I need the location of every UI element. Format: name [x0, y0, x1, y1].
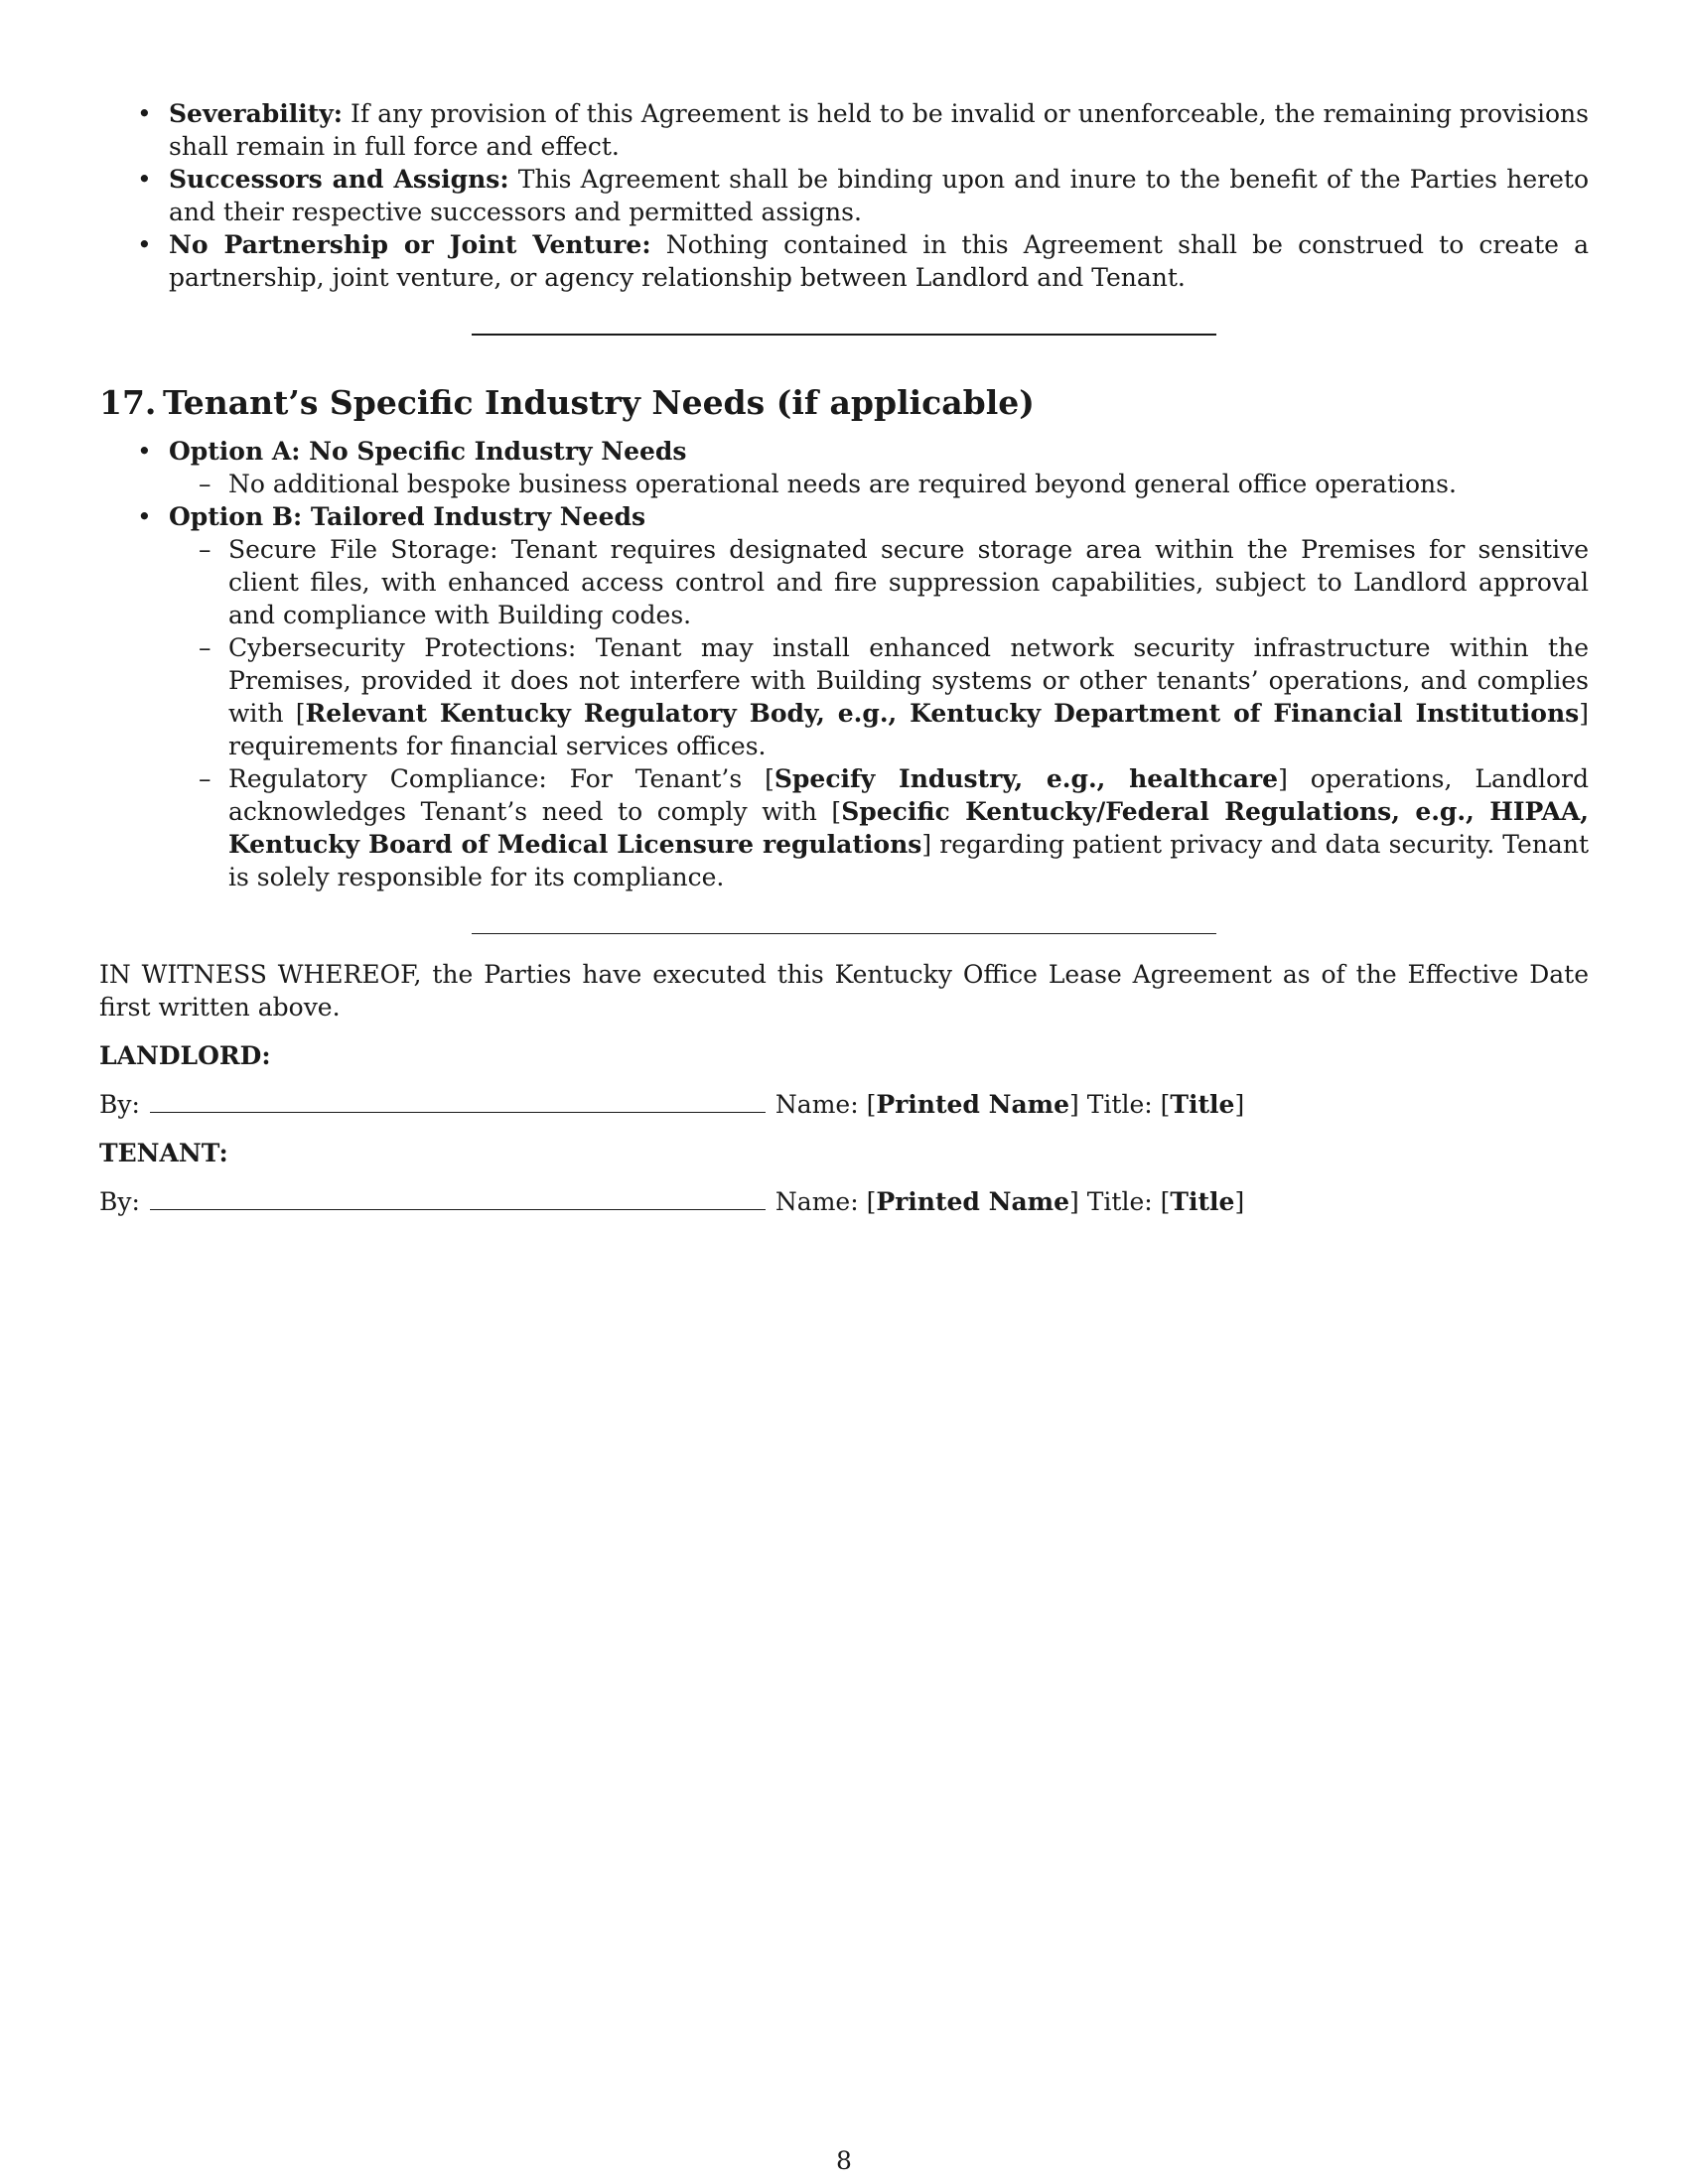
secure-file-storage-item: – Secure File Storage: Tenant requires designated secure storage area within the Premises for sensitive client files, with enhanced access control and fire suppression capabilities, subject to Landlord approval and compliance with Building codes. — [169, 533, 1589, 631]
witness-paragraph: IN WITNESS WHEREOF, the Parties have executed this Kentucky Office Lease Agreement as of the Effective Date first written above. — [99, 960, 1589, 1022]
option-b-item: • Option B: Tailored Industry Needs – Secure File Storage: Tenant requires designated secure storage area within the Premises for sensitive client files, with enhanced access control and fire suppression capabilities, subject to Landlord approval and compliance with Building codes. – Cybersecurity Protections: Tenant may install enhanced network security infrastructure within the Premises, provided it does not interfere with Building systems or other tenants’ operations, and complies with [Relevant Kentucky Regulatory Body, e.g., Kentucky Department of Financial Institutions] requirements for financial services offices. – Regulatory Compliance: For Tenant’s [Specify Industry, e.g., healthcare] operations, Landlord acknowledges Tenant’s need to comply with [Specific Kentucky/Federal Regulations, e.g., HIPAA, Kentucky Board of Medical Licensure regulations] regarding patient privacy and data security. Tenant is solely responsible for its compliance. — [99, 500, 1589, 893]
tenant-signature-field[interactable] — [150, 1185, 766, 1210]
section-divider — [472, 334, 1216, 336]
tenant-printed-name: Printed Name — [876, 1187, 1070, 1216]
document-page — [99, 97, 1589, 1218]
section-17-heading: 17. Tenant’s Specific Industry Needs (if applicable) — [99, 383, 1035, 422]
page-number: 8 — [836, 2146, 852, 2175]
tenant-label: TENANT: — [99, 1139, 228, 1167]
option-a-detail: – No additional bespoke business operational needs are required beyond general office operations. — [169, 468, 1589, 500]
misc-provisions-list — [99, 97, 1589, 294]
tenant-signature-line: By: Name: [ Printed Name ] Title: [ Title ] — [99, 1187, 1245, 1216]
no-partnership-item: • No Partnership or Joint Venture: Nothing contained in this Agreement shall be construed to create a partnership, joint venture, or agency relationship between Landlord and Tenant. — [99, 228, 1589, 294]
section-divider — [472, 933, 1216, 934]
landlord-title: Title — [1170, 1090, 1235, 1119]
landlord-signature-line: By: Name: [ Printed Name ] Title: [ Title ] — [99, 1090, 1245, 1119]
option-a-sublist — [169, 468, 1589, 500]
successors-item: • Successors and Assigns: This Agreement shall be binding upon and inure to the benefit of the Parties hereto and their respective successors and permitted assigns. — [99, 163, 1589, 228]
severability-item: • Severability: If any provision of this Agreement is held to be invalid or unenforceable, the remaining provisions shall remain in full force and effect. — [99, 97, 1589, 163]
tenant-title: Title — [1170, 1187, 1235, 1216]
industry-options-list — [99, 435, 1589, 893]
option-a-item: • Option A: No Specific Industry Needs – No additional bespoke business operational needs are required beyond general office operations. — [99, 435, 1589, 500]
option-b-sublist — [169, 533, 1589, 893]
landlord-printed-name: Printed Name — [876, 1090, 1070, 1119]
regulatory-compliance-item: – Regulatory Compliance: For Tenant’s [Specify Industry, e.g., healthcare] operations, Landlord acknowledges Tenant’s need to comply with [Specific Kentucky/Federal Regulations, e.g., HIPAA, Kentucky Board of Medical Licensure regulations] regarding patient privacy and data security. Tenant is solely responsible for its compliance. — [169, 762, 1589, 893]
cybersecurity-item: – Cybersecurity Protections: Tenant may install enhanced network security infrastructure within the Premises, provided it does not interfere with Building systems or other tenants’ operations, and complies with [Relevant Kentucky Regulatory Body, e.g., Kentucky Department of Financial Institutions] requirements for financial services offices. — [169, 631, 1589, 762]
landlord-signature-field[interactable] — [150, 1088, 766, 1113]
landlord-label: LANDLORD: — [99, 1041, 271, 1070]
